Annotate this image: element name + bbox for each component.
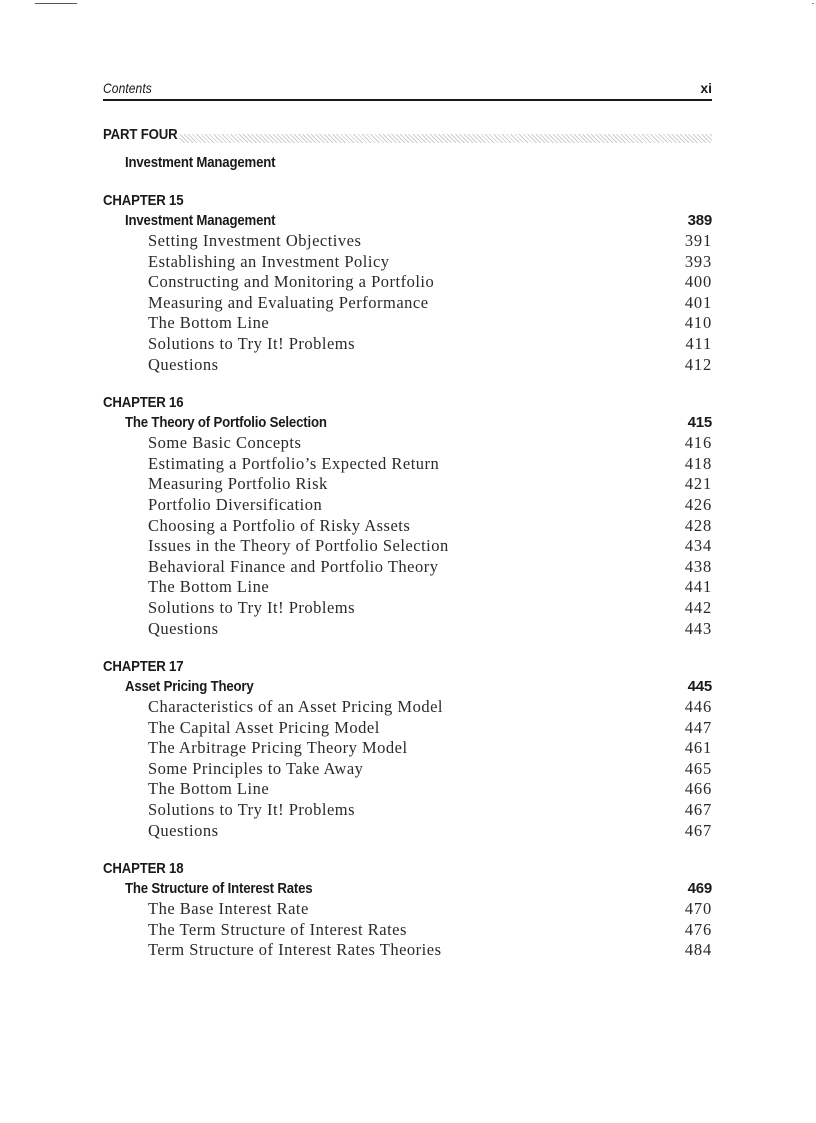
toc-entry[interactable] [103, 598, 712, 619]
running-head-title: Contents [103, 80, 152, 96]
toc-entry-page-number: 393 [684, 251, 712, 271]
part-title-text: Investment Management [125, 154, 276, 171]
toc-entry-page-number: 418 [684, 453, 712, 473]
toc-entry-title: Term Structure of Interest Rates Theories [148, 940, 442, 960]
toc-entry-title: Measuring Portfolio Risk [148, 474, 328, 494]
running-head-page-number: xi [700, 80, 712, 96]
toc-entry-page-number: 428 [684, 515, 712, 535]
toc-entry-page-number: 421 [684, 474, 712, 494]
chapter-block [103, 191, 712, 375]
toc-entry-page-number: 401 [684, 292, 712, 312]
toc-entry-title: The Bottom Line [148, 779, 270, 799]
toc-entry[interactable] [103, 920, 712, 941]
chapter-label [103, 859, 712, 879]
toc-entry-title: Estimating a Portfolio’s Expected Return [148, 453, 440, 473]
toc-entry-page-number: 412 [684, 354, 712, 374]
part-label [103, 125, 712, 145]
toc-entry-title: Questions [148, 820, 219, 840]
chapter-label [103, 393, 712, 413]
toc-entry[interactable] [103, 454, 712, 475]
toc-entry-page-number: 443 [684, 618, 712, 638]
chapter-page-number: 389 [687, 212, 712, 229]
chapter-page-number: 445 [687, 678, 712, 696]
table-of-contents [103, 125, 712, 961]
chapter-label-text: CHAPTER 17 [103, 658, 184, 676]
toc-entry[interactable] [103, 718, 712, 739]
chapter-label-text: CHAPTER 18 [103, 860, 184, 878]
toc-entry-title: The Arbitrage Pricing Theory Model [148, 738, 408, 758]
toc-entry[interactable] [103, 516, 712, 537]
toc-entry[interactable] [103, 899, 712, 920]
toc-entry-page-number: 438 [684, 556, 712, 576]
toc-entry-title: Solutions to Try It! Problems [148, 333, 356, 353]
toc-entry-page-number: 426 [684, 494, 712, 514]
toc-entry[interactable] [103, 334, 712, 355]
toc-entry[interactable] [103, 779, 712, 800]
toc-entry-page-number: 484 [684, 940, 712, 960]
toc-entry[interactable] [103, 272, 712, 293]
toc-entry-title: Some Basic Concepts [148, 433, 302, 453]
chapter-title: Asset Pricing Theory [125, 678, 254, 696]
chapter-block [103, 859, 712, 961]
toc-entry-title: The Capital Asset Pricing Model [148, 717, 380, 737]
toc-entry-title: Characteristics of an Asset Pricing Model [148, 697, 443, 717]
chapter-label-text: CHAPTER 16 [103, 394, 184, 412]
toc-entry-title: The Base Interest Rate [148, 899, 309, 919]
toc-entry-page-number: 470 [684, 899, 712, 919]
chapter-list [103, 191, 712, 961]
chapter-title: Investment Management [125, 212, 276, 229]
toc-entry-page-number: 416 [684, 433, 712, 453]
corner-dot [812, 3, 814, 4]
toc-entry-page-number: 467 [684, 820, 712, 840]
toc-entry-title: The Bottom Line [148, 577, 270, 597]
toc-entry[interactable] [103, 355, 712, 376]
toc-entry-page-number: 391 [684, 231, 712, 250]
chapter-title: The Structure of Interest Rates [125, 880, 313, 898]
toc-entry-page-number: 434 [684, 536, 712, 556]
part-title [103, 153, 712, 173]
toc-entry[interactable] [103, 313, 712, 334]
toc-entry[interactable] [103, 231, 712, 252]
toc-entry[interactable] [103, 940, 712, 961]
chapter-title-row[interactable] [103, 677, 712, 697]
toc-entry-page-number: 446 [684, 697, 712, 717]
chapter-title-row[interactable] [103, 211, 712, 231]
chapter-page-number: 415 [687, 414, 712, 432]
toc-entry[interactable] [103, 821, 712, 842]
chapter-block [103, 393, 712, 639]
toc-entry[interactable] [103, 293, 712, 314]
toc-entry-title: Behavioral Finance and Portfolio Theory [148, 556, 439, 576]
toc-entry-title: Some Principles to Take Away [148, 758, 364, 778]
running-head [103, 80, 712, 101]
toc-entry[interactable] [103, 759, 712, 780]
chapter-title: The Theory of Portfolio Selection [125, 414, 327, 432]
toc-entry-title: Issues in the Theory of Portfolio Selection [148, 536, 449, 556]
toc-entry-title: Questions [148, 354, 219, 374]
chapter-label [103, 657, 712, 677]
toc-entry[interactable] [103, 697, 712, 718]
toc-entry-page-number: 441 [684, 577, 712, 597]
toc-entry-page-number: 410 [684, 313, 712, 333]
toc-entry-title: Constructing and Monitoring a Portfolio [148, 272, 435, 292]
toc-entry[interactable] [103, 495, 712, 516]
toc-entry-page-number: 467 [684, 800, 712, 820]
chapter-label [103, 191, 712, 211]
toc-entry-page-number: 465 [684, 758, 712, 778]
toc-entry[interactable] [103, 738, 712, 759]
chapter-label-text: CHAPTER 15 [103, 192, 184, 209]
toc-entry[interactable] [103, 474, 712, 495]
toc-entry-title: Establishing an Investment Policy [148, 251, 390, 271]
part-hatched-rule [103, 134, 712, 143]
corner-crop-mark [35, 3, 77, 4]
toc-entry[interactable] [103, 557, 712, 578]
toc-entry-page-number: 400 [684, 272, 712, 292]
toc-entry-title: Setting Investment Objectives [148, 231, 362, 250]
toc-entry-page-number: 411 [685, 333, 712, 353]
part-label-text: PART FOUR [103, 126, 178, 143]
toc-entry-title: Solutions to Try It! Problems [148, 800, 356, 820]
toc-entry[interactable] [103, 577, 712, 598]
toc-entry-title: Measuring and Evaluating Performance [148, 292, 429, 312]
chapter-page-number: 469 [687, 880, 712, 898]
toc-entry[interactable] [103, 800, 712, 821]
toc-entry[interactable] [103, 536, 712, 557]
toc-entry[interactable] [103, 252, 712, 273]
toc-entry-title: Solutions to Try It! Problems [148, 597, 356, 617]
toc-entry-page-number: 447 [684, 717, 712, 737]
toc-entry-title: The Term Structure of Interest Rates [148, 919, 407, 939]
chapter-title-row[interactable] [103, 413, 712, 433]
toc-entry-title: Portfolio Diversification [148, 494, 323, 514]
toc-entry-title: The Bottom Line [148, 313, 270, 333]
toc-entry-page-number: 442 [684, 597, 712, 617]
toc-entry-page-number: 461 [684, 738, 712, 758]
toc-entry-title: Questions [148, 618, 219, 638]
chapter-block [103, 657, 712, 841]
toc-entry-page-number: 466 [684, 779, 712, 799]
toc-entry-page-number: 476 [684, 919, 712, 939]
chapter-title-row[interactable] [103, 879, 712, 899]
toc-entry[interactable] [103, 619, 712, 640]
toc-entry[interactable] [103, 433, 712, 454]
toc-entry-title: Choosing a Portfolio of Risky Assets [148, 515, 411, 535]
